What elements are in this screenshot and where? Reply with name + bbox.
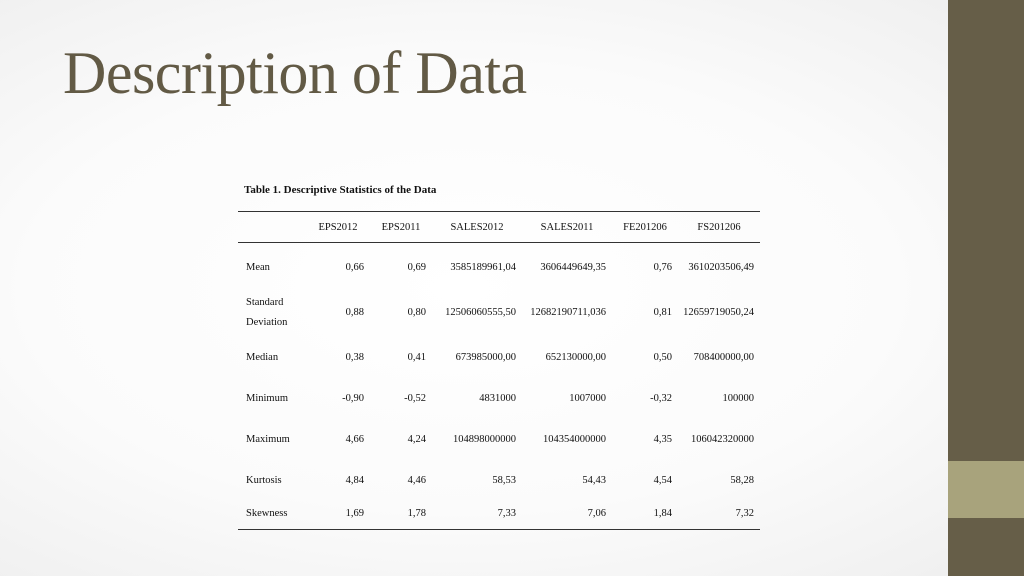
header-cell: SALES2012 — [432, 212, 522, 243]
table-cell: 54,43 — [582, 474, 606, 486]
header-cell: SALES2011 — [522, 212, 612, 243]
table-cell: 0,50 — [653, 351, 672, 363]
table-cell: 12659719050,24 — [683, 306, 754, 318]
table-cell: 7,33 — [432, 499, 522, 530]
table-cell: 0,81 — [653, 306, 672, 318]
header-cell: FS201206 — [678, 212, 760, 243]
table-cell: 106042320000 — [691, 433, 754, 445]
row-label: Minimum — [246, 392, 289, 404]
table-cell: 3606449649,35 — [540, 261, 606, 273]
sidebar-accent-block — [948, 461, 1024, 518]
table-cell: 4,54 — [653, 474, 672, 486]
row-label: Maximum — [246, 433, 290, 445]
table-cell: 4,35 — [653, 433, 672, 445]
table-cell: 1007000 — [569, 392, 606, 404]
table-cell: 4,46 — [407, 474, 426, 486]
row-label: Skewness — [238, 499, 306, 530]
table-cell: 0,76 — [653, 261, 672, 273]
header-cell — [238, 212, 306, 243]
table-cell: 100000 — [722, 392, 754, 404]
table-cell: 58,53 — [492, 474, 516, 486]
table-cell: 104898000000 — [453, 433, 516, 445]
table-row — [238, 243, 760, 291]
table-cell: 4831000 — [479, 392, 516, 404]
table-cell: 3610203506,49 — [688, 261, 754, 273]
table-cell: 4,24 — [407, 433, 426, 445]
header-cell: EPS2012 — [306, 212, 370, 243]
table-row — [238, 290, 760, 335]
table-cell: -0,52 — [404, 392, 426, 404]
table-row — [238, 462, 760, 499]
table-cell: 1,84 — [612, 499, 678, 530]
row-label: Median — [246, 351, 279, 363]
table-cell: 708400000,00 — [693, 351, 754, 363]
table-cell: 1,78 — [370, 499, 432, 530]
header-cell: EPS2011 — [370, 212, 432, 243]
table-cell: 0,38 — [345, 351, 364, 363]
header-cell: FE201206 — [612, 212, 678, 243]
table-cell: -0,32 — [650, 392, 672, 404]
table-row — [238, 417, 760, 462]
table-cell: 0,41 — [407, 351, 426, 363]
table-header-row — [238, 212, 760, 243]
table-cell: 7,06 — [522, 499, 612, 530]
table-cell: 12682190711,036 — [530, 306, 606, 318]
table-row — [238, 335, 760, 380]
table-cell: 4,84 — [345, 474, 364, 486]
table-cell: 12506060555,50 — [445, 306, 516, 318]
table-cell: 1,69 — [306, 499, 370, 530]
descriptive-statistics-table — [238, 211, 760, 530]
table-cell: -0,90 — [342, 392, 364, 404]
table-cell: 652130000,00 — [545, 351, 606, 363]
table-cell: 673985000,00 — [455, 351, 516, 363]
row-label: Standard Deviation — [246, 296, 288, 328]
table-cell: 7,32 — [678, 499, 760, 530]
table-cell: 0,88 — [345, 306, 364, 318]
table-cell: 0,66 — [345, 261, 364, 273]
table-caption: Table 1. Descriptive Statistics of the Data — [244, 184, 437, 196]
row-label: Kurtosis — [246, 474, 282, 486]
table-row — [238, 499, 760, 530]
table-cell: 0,69 — [407, 261, 426, 273]
table-cell: 104354000000 — [543, 433, 606, 445]
table-cell: 0,80 — [407, 306, 426, 318]
table-cell: 4,66 — [345, 433, 364, 445]
row-label: Mean — [246, 261, 270, 273]
table-cell: 3585189961,04 — [450, 261, 516, 273]
table-row — [238, 380, 760, 417]
table-cell: 58,28 — [730, 474, 754, 486]
slide-title: Description of Data — [63, 40, 527, 106]
